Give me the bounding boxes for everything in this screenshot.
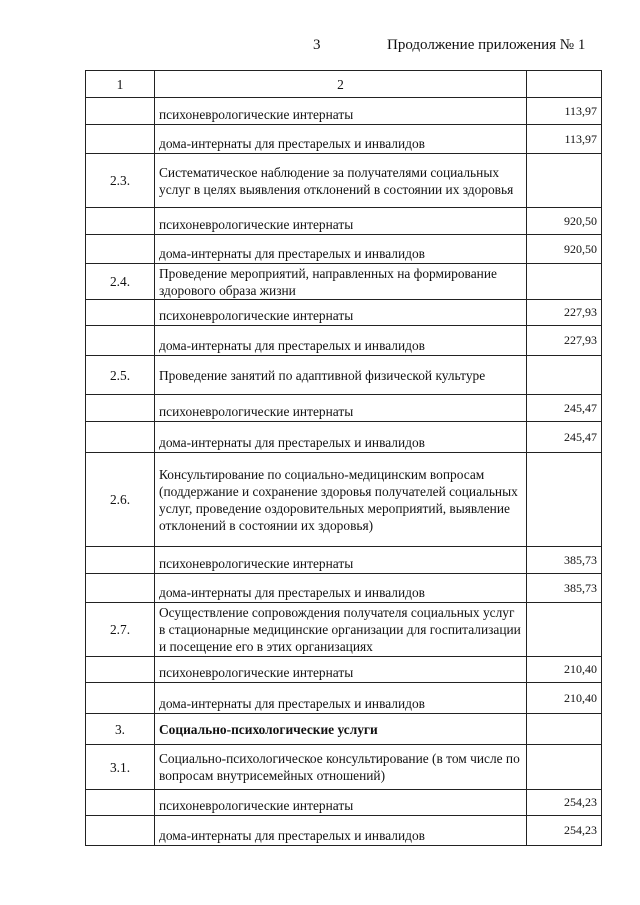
tariff-value bbox=[527, 453, 602, 547]
table-row bbox=[86, 98, 602, 125]
header-col-1: 1 bbox=[86, 71, 155, 98]
table-row bbox=[86, 395, 602, 422]
service-name: психоневрологические интернаты bbox=[155, 657, 527, 683]
service-name: Систематическое наблюдение за получателями социальных услуг в целях выявления отклонений в состоянии их здоровья bbox=[155, 154, 527, 208]
row-number: 2.7. bbox=[86, 603, 155, 657]
page-number: 3 bbox=[313, 37, 321, 53]
section-title: Социально-психологические услуги bbox=[159, 721, 378, 737]
table-row bbox=[86, 208, 602, 235]
tariff-value: 210,40 bbox=[527, 657, 602, 683]
table-row bbox=[86, 547, 602, 574]
service-name: психоневрологические интернаты bbox=[155, 98, 527, 125]
service-name: психоневрологические интернаты bbox=[155, 790, 527, 816]
row-number: 2.3. bbox=[86, 154, 155, 208]
table-row bbox=[86, 154, 602, 208]
table-row bbox=[86, 264, 602, 300]
tariff-value: 385,73 bbox=[527, 574, 602, 603]
row-number bbox=[86, 657, 155, 683]
row-number bbox=[86, 547, 155, 574]
service-name: дома-интернаты для престарелых и инвалидов bbox=[155, 235, 527, 264]
service-name: Проведение мероприятий, направленных на формирование здорового образа жизни bbox=[155, 264, 527, 300]
table-row bbox=[86, 235, 602, 264]
table-row bbox=[86, 422, 602, 453]
tariff-value bbox=[527, 356, 602, 395]
table-row bbox=[86, 356, 602, 395]
header-col-2: 2 bbox=[155, 71, 527, 98]
service-name: психоневрологические интернаты bbox=[155, 547, 527, 574]
services-table bbox=[85, 70, 602, 846]
row-number: 3.1. bbox=[86, 745, 155, 790]
table-row bbox=[86, 326, 602, 356]
tariff-value: 254,23 bbox=[527, 790, 602, 816]
service-name: Проведение занятий по адаптивной физической культуре bbox=[155, 356, 527, 395]
row-number: 3. bbox=[86, 714, 155, 745]
row-number bbox=[86, 326, 155, 356]
row-number bbox=[86, 790, 155, 816]
tariff-value: 113,97 bbox=[527, 98, 602, 125]
tariff-value bbox=[527, 603, 602, 657]
service-name: Консультирование по социально-медицинским вопросам (поддержание и сохранение здоровья получателей социальных услуг, проведение оздоровительных мероприятий, выявление отклонений в состоянии их здоровья) bbox=[155, 453, 527, 547]
table-header-row bbox=[86, 71, 602, 98]
tariff-value: 254,23 bbox=[527, 816, 602, 846]
service-name: дома-интернаты для престарелых и инвалидов bbox=[155, 422, 527, 453]
service-name: дома-интернаты для престарелых и инвалидов bbox=[155, 574, 527, 603]
tariff-value: 227,93 bbox=[527, 326, 602, 356]
table-row bbox=[86, 745, 602, 790]
row-number: 2.6. bbox=[86, 453, 155, 547]
tariff-value: 920,50 bbox=[527, 235, 602, 264]
table-row bbox=[86, 603, 602, 657]
service-name: дома-интернаты для престарелых и инвалидов bbox=[155, 326, 527, 356]
tariff-value: 385,73 bbox=[527, 547, 602, 574]
tariff-value: 245,47 bbox=[527, 395, 602, 422]
table-row bbox=[86, 816, 602, 846]
header-col-3 bbox=[527, 71, 602, 98]
row-number bbox=[86, 208, 155, 235]
row-number bbox=[86, 98, 155, 125]
table-row bbox=[86, 657, 602, 683]
row-number bbox=[86, 300, 155, 326]
service-name: дома-интернаты для престарелых и инвалидов bbox=[155, 816, 527, 846]
tariff-value: 245,47 bbox=[527, 422, 602, 453]
service-name: дома-интернаты для престарелых и инвалидов bbox=[155, 125, 527, 154]
table-row bbox=[86, 300, 602, 326]
tariff-value: 113,97 bbox=[527, 125, 602, 154]
tariff-value bbox=[527, 714, 602, 745]
service-name: Осуществление сопровождения получателя социальных услуг в стационарные медицинские организации для госпитализации и посещение его в этих организациях bbox=[155, 603, 527, 657]
table-row bbox=[86, 453, 602, 547]
tariff-value: 227,93 bbox=[527, 300, 602, 326]
row-number bbox=[86, 422, 155, 453]
table-row bbox=[86, 790, 602, 816]
row-number bbox=[86, 235, 155, 264]
table-row bbox=[86, 125, 602, 154]
service-name: психоневрологические интернаты bbox=[155, 300, 527, 326]
tariff-value: 210,40 bbox=[527, 683, 602, 714]
tariff-value bbox=[527, 745, 602, 790]
row-number bbox=[86, 574, 155, 603]
row-number bbox=[86, 125, 155, 154]
tariff-value bbox=[527, 264, 602, 300]
tariff-value bbox=[527, 154, 602, 208]
row-number: 2.4. bbox=[86, 264, 155, 300]
tariff-value: 920,50 bbox=[527, 208, 602, 235]
row-number: 2.5. bbox=[86, 356, 155, 395]
service-name: психоневрологические интернаты bbox=[155, 208, 527, 235]
row-number bbox=[86, 816, 155, 846]
table-row bbox=[86, 714, 602, 745]
row-number bbox=[86, 395, 155, 422]
service-name: психоневрологические интернаты bbox=[155, 395, 527, 422]
service-name: дома-интернаты для престарелых и инвалидов bbox=[155, 683, 527, 714]
service-name: Социально-психологическое консультирование (в том числе по вопросам внутрисемейных отношений) bbox=[155, 745, 527, 790]
service-name bbox=[155, 714, 527, 745]
continuation-header: Продолжение приложения № 1 bbox=[387, 37, 586, 53]
table-row bbox=[86, 574, 602, 603]
table-row bbox=[86, 683, 602, 714]
row-number bbox=[86, 683, 155, 714]
